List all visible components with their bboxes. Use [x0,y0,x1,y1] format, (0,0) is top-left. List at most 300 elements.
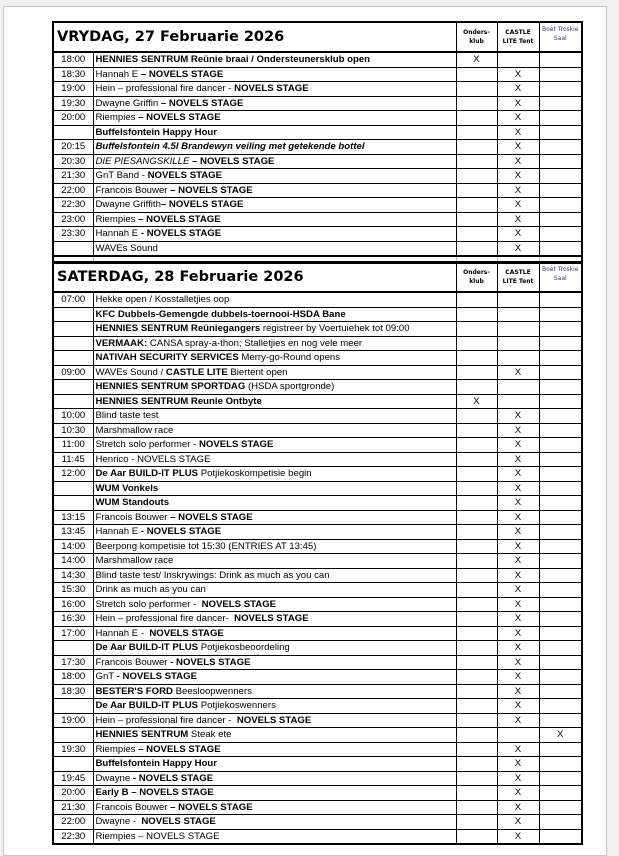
venue-mark-boet [539,786,582,801]
schedule-row [53,800,582,815]
venue-mark-onders: X [456,52,497,67]
event-description [93,612,456,627]
event-description [93,125,456,140]
description-fragment: Blind taste test/ Inskrywings: Drink as much as you can [95,569,330,581]
event-description [93,96,456,111]
schedule-row [53,771,582,786]
description-fragment: registreer by Voertuiehek tot 09:00 [260,323,410,335]
venue-mark-castle: X [497,583,539,598]
description-fragment: Riempies [95,743,139,755]
schedule-row [53,52,582,67]
event-description [93,183,456,198]
venue-mark-onders [456,212,497,227]
schedule-row [53,322,582,337]
schedule-row [53,496,582,511]
venue-mark-onders [456,713,497,728]
description-fragment: – NOVELS STAGE [170,184,253,196]
venue-mark-onders [456,771,497,786]
schedule-row [53,481,582,496]
venue-mark-boet [539,154,582,169]
description-fragment: CASTLE LITE [165,366,228,378]
schedule-row [53,829,582,844]
venue-mark-castle: X [497,699,539,714]
venue-mark-onders [456,742,497,757]
venue-mark-onders [456,670,497,685]
venue-mark-castle: X [497,169,539,184]
description-fragment: De Aar BUILD-IT PLUS [95,468,199,480]
event-time: 19:30 [53,96,93,111]
description-fragment: Francois Bouwer [95,184,171,196]
event-time: 22:30 [53,198,93,213]
venue-mark-onders [456,336,497,351]
description-fragment: Hannah E [95,526,141,538]
venue-mark-boet [539,198,582,213]
event-description [93,496,456,511]
event-time: 19:00 [53,82,93,97]
description-fragment: Potjiekosbeoordeling [198,642,290,654]
event-description [93,307,456,322]
event-time [53,496,93,511]
event-time: 20:00 [53,786,93,801]
description-fragment: – NOVELS STAGE [160,199,244,211]
event-time: 18:30 [53,67,93,82]
event-time: 18:00 [53,52,93,67]
venue-mark-onders [456,140,497,155]
event-description [93,757,456,772]
venue-mark-onders [456,452,497,467]
event-time: 07:00 [53,292,93,307]
schedule-row [53,786,582,801]
event-time [53,307,93,322]
description-fragment: DIE PIESANGSKILLE [95,155,190,167]
venue-mark-onders [456,154,497,169]
event-time [53,322,93,337]
event-time: 11:00 [53,438,93,453]
description-fragment: HENNIES SENTRUM Reunie Ontbyte [95,395,262,407]
event-time: 20:15 [53,140,93,155]
schedule-row [53,380,582,395]
event-description [93,198,456,213]
venue-mark-castle: X [497,409,539,424]
event-time: 20:30 [53,154,93,169]
schedule-row [53,140,582,155]
schedule-row [53,670,582,685]
venue-mark-onders [456,597,497,612]
venue-mark-castle [497,52,539,67]
event-time: 23:30 [53,227,93,242]
venue-mark-onders [456,554,497,569]
venue-mark-onders [456,539,497,554]
schedule-row [53,597,582,612]
venue-mark-boet [539,336,582,351]
venue-mark-boet [539,351,582,366]
venue-mark-boet [539,815,582,830]
description-fragment: – NOVELS STAGE [138,743,221,755]
description-fragment: NOVELS STAGE [198,439,274,451]
venue-mark-onders [456,757,497,772]
description-fragment: – NOVELS STAGE [138,112,221,124]
venue-mark-onders [456,583,497,598]
venue-mark-boet: X [539,728,582,743]
venue-mark-boet [539,554,582,569]
description-fragment: NOVELS STAGE [234,613,309,625]
event-time: 14:00 [53,554,93,569]
venue-mark-boet [539,169,582,184]
venue-mark-boet [539,641,582,656]
description-fragment: Stretch solo performer - [95,598,202,610]
venue-mark-boet [539,684,582,699]
event-time: 23:00 [53,212,93,227]
venue-mark-castle: X [497,641,539,656]
venue-mark-onders [456,438,497,453]
table-header-row [53,262,582,292]
description-fragment: Hekke open / Kosstalletjies oop [95,294,230,306]
event-time: 19:30 [53,742,93,757]
description-fragment: Buffelsfontein 4.5l Brandewyn veiling met getekende bottel [95,141,365,153]
event-description [93,800,456,815]
table-header-row [53,22,582,52]
description-fragment: Francois Bouwer [95,801,171,813]
friday-schedule-table [52,21,583,264]
venue-mark-onders [456,496,497,511]
venue-mark-boet [539,125,582,140]
description-fragment: Henrico - NOVELS STAGE [95,453,211,465]
venue-mark-castle: X [497,655,539,670]
description-fragment: Marshmallow race [95,555,174,567]
event-description [93,626,456,641]
event-time: 22:30 [53,829,93,844]
event-description [93,481,456,496]
schedule-row [53,742,582,757]
venue-mark-castle: X [497,626,539,641]
schedule-row [53,307,582,322]
description-fragment: NOVELS STAGE [236,714,312,726]
event-time: 22:00 [53,183,93,198]
event-time: 14:00 [53,539,93,554]
event-description [93,67,456,82]
venue-mark-boet [539,438,582,453]
venue-mark-castle [497,307,539,322]
venue-mark-castle: X [497,241,539,256]
schedule-row [53,438,582,453]
event-time: 10:00 [53,409,93,424]
description-fragment: Buffelsfontein Happy Hour [95,126,218,138]
event-time: 14:30 [53,568,93,583]
venue-mark-castle: X [497,423,539,438]
venue-mark-castle: X [497,539,539,554]
venue-mark-boet [539,655,582,670]
event-time: 09:00 [53,365,93,380]
venue-mark-onders [456,510,497,525]
venue-mark-boet [539,742,582,757]
venue-mark-onders [456,365,497,380]
venue-mark-onders [456,786,497,801]
venue-mark-castle [497,380,539,395]
schedule-row [53,510,582,525]
venue-mark-castle [497,394,539,409]
venue-mark-castle: X [497,96,539,111]
venue-mark-boet [539,227,582,242]
event-time: 18:30 [53,684,93,699]
description-fragment: NOVELS STAGE [201,598,277,610]
description-fragment: NOVELS STAGE [234,83,309,95]
description-fragment: Hannah E [95,68,141,80]
schedule-row [53,554,582,569]
event-time [53,641,93,656]
event-time: 21:30 [53,800,93,815]
venue-mark-boet [539,96,582,111]
venue-mark-castle: X [497,212,539,227]
event-description [93,365,456,380]
venue-mark-onders [456,699,497,714]
description-fragment: Steak ete [188,729,232,741]
description-fragment: Francois Bouwer [95,511,171,523]
schedule-row [53,169,582,184]
event-description [93,510,456,525]
venue-mark-castle: X [497,467,539,482]
event-description [93,292,456,307]
description-fragment: HENNIES SENTRUM Reünie braai / Ondersteunersklub open [95,54,371,66]
schedule-row [53,125,582,140]
event-description [93,336,456,351]
schedule-row [53,96,582,111]
venue-mark-boet [539,292,582,307]
column-header-onders: Onders-klub [456,262,497,292]
venue-mark-boet [539,583,582,598]
description-fragment: Stretch solo performer - [95,439,199,451]
event-description [93,380,456,395]
venue-mark-onders [456,322,497,337]
schedule-row [53,815,582,830]
venue-mark-boet [539,481,582,496]
event-description [93,713,456,728]
day-title: VRYDAG, 27 Februarie 2026 [53,22,456,52]
description-fragment: NOVELS STAGE [149,627,224,639]
venue-mark-onders [456,198,497,213]
schedule-row [53,539,582,554]
description-fragment: VERMAAK: [95,337,148,349]
schedule-row [53,655,582,670]
venue-mark-onders [456,241,497,256]
description-fragment: Dwayne [95,772,133,784]
event-description [93,655,456,670]
description-fragment: – NOVELS STAGE [170,511,253,523]
venue-mark-onders [456,125,497,140]
column-header-onders: Onders-klub [456,22,497,52]
schedule-row [53,699,582,714]
venue-mark-castle: X [497,82,539,97]
description-fragment: Hannah E - [95,627,150,639]
schedule-row [53,212,582,227]
event-description [93,82,456,97]
venue-mark-boet [539,757,582,772]
venue-mark-onders [456,351,497,366]
description-fragment: NATIVAH SECURITY SERVICES [95,352,239,364]
event-description [93,728,456,743]
event-description [93,111,456,126]
venue-mark-castle: X [497,183,539,198]
venue-mark-onders [456,568,497,583]
description-fragment: – NOVELS STAGE [170,801,253,813]
venue-mark-castle: X [497,438,539,453]
schedule-row [53,728,582,743]
description-fragment: Potjiekoswenners [198,700,276,712]
event-description [93,597,456,612]
event-description [93,815,456,830]
venue-mark-castle [497,292,539,307]
event-time: 17:30 [53,655,93,670]
schedule-row [53,183,582,198]
venue-mark-boet [539,183,582,198]
description-fragment: De Aar BUILD-IT PLUS [95,642,199,654]
venue-mark-castle: X [497,829,539,844]
venue-mark-onders: X [456,394,497,409]
venue-mark-boet [539,380,582,395]
event-description [93,554,456,569]
schedule-row [53,612,582,627]
description-fragment: Dwayne - [95,816,142,828]
event-description [93,670,456,685]
venue-mark-onders [456,525,497,540]
schedule-row [53,292,582,307]
description-fragment: Drink as much as you can [95,584,206,596]
venue-mark-boet [539,111,582,126]
event-description [93,322,456,337]
venue-mark-boet [539,322,582,337]
description-fragment: – NOVELS STAGE [189,155,275,167]
venue-mark-onders [456,612,497,627]
description-fragment: Blind taste test [95,410,159,422]
venue-mark-castle [497,322,539,337]
description-fragment: WUM Vonkels [95,482,159,494]
venue-mark-onders [456,67,497,82]
venue-mark-castle [497,336,539,351]
description-fragment: BESTER'S FORD [95,685,173,697]
description-fragment: CANSA spray-a-thon; Stalletjies en nog vele meer [147,337,363,349]
venue-mark-onders [456,423,497,438]
description-fragment: Potjiekoskompetisie begin [198,468,312,480]
venue-mark-castle: X [497,67,539,82]
event-description [93,241,456,256]
venue-mark-castle: X [497,742,539,757]
venue-mark-onders [456,684,497,699]
event-time: 18:00 [53,670,93,685]
event-description [93,52,456,67]
event-description [93,771,456,786]
event-description [93,539,456,554]
event-time: 11:45 [53,452,93,467]
saturday-schedule-table [52,261,583,845]
venue-mark-boet [539,800,582,815]
venue-mark-castle [497,351,539,366]
venue-mark-onders [456,829,497,844]
event-time [53,394,93,409]
venue-mark-castle: X [497,365,539,380]
description-fragment: GnT [95,671,117,683]
event-time: 19:45 [53,771,93,786]
venue-mark-castle: X [497,815,539,830]
venue-mark-onders [456,227,497,242]
venue-mark-castle: X [497,140,539,155]
venue-mark-boet [539,525,582,540]
venue-mark-boet [539,423,582,438]
description-fragment: – NOVELS STAGE [138,213,221,225]
event-time: 16:00 [53,597,93,612]
event-time: 17:00 [53,626,93,641]
event-time [53,757,93,772]
description-fragment: – NOVELS STAGE [160,97,244,109]
schedule-row [53,154,582,169]
event-description [93,212,456,227]
description-fragment: Hein – professional fire dancer- [95,613,235,625]
event-description [93,351,456,366]
event-time: 13:15 [53,510,93,525]
description-fragment: Riempies [95,213,139,225]
venue-mark-castle: X [497,198,539,213]
venue-mark-castle: X [497,154,539,169]
event-time: 10:30 [53,423,93,438]
event-time [53,336,93,351]
schedule-row [53,227,582,242]
description-fragment: WUM Standouts [95,497,170,509]
venue-mark-castle: X [497,670,539,685]
event-description [93,423,456,438]
column-header-castle: CASTLE LITE Tent [497,262,539,292]
event-description [93,409,456,424]
venue-mark-boet [539,539,582,554]
event-description [93,394,456,409]
event-description [93,829,456,844]
event-description [93,452,456,467]
venue-mark-boet [539,365,582,380]
event-time [53,241,93,256]
event-description [93,154,456,169]
venue-mark-boet [539,496,582,511]
venue-mark-castle: X [497,125,539,140]
event-time: 22:00 [53,815,93,830]
venue-mark-onders [456,96,497,111]
schedule-row [53,241,582,256]
description-fragment: HENNIES SENTRUM [95,729,189,741]
description-fragment: Riempies [95,112,139,124]
venue-mark-boet [539,597,582,612]
venue-mark-onders [456,626,497,641]
description-fragment: - NOVELS STAGE [140,526,222,538]
venue-mark-castle: X [497,554,539,569]
venue-mark-boet [539,409,582,424]
schedule-row [53,67,582,82]
schedule-row [53,365,582,380]
venue-mark-boet [539,82,582,97]
event-time [53,125,93,140]
description-fragment: Dwayne Griffin [95,97,161,109]
venue-mark-boet [539,140,582,155]
event-time [53,380,93,395]
venue-mark-castle: X [497,757,539,772]
event-time [53,351,93,366]
schedule-row [53,583,582,598]
event-time: 13:45 [53,525,93,540]
event-description [93,467,456,482]
venue-mark-boet [539,612,582,627]
schedule-row [53,713,582,728]
description-fragment: NOVELS STAGE [141,816,216,828]
schedule-row [53,409,582,424]
schedule-row [53,641,582,656]
description-fragment: Riempies – NOVELS STAGE [95,830,220,842]
venue-mark-onders [456,82,497,97]
description-fragment: Marshmallow race [95,424,174,436]
